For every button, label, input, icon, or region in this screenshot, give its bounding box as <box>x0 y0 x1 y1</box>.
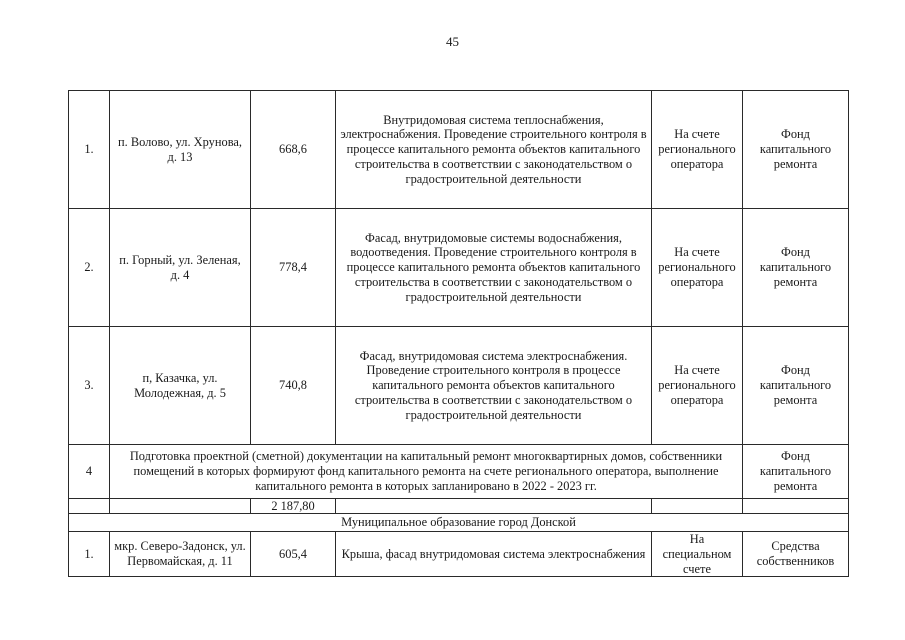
design-documentation-row <box>69 445 849 499</box>
row-number: 4 <box>69 445 110 499</box>
area-cell: 740,8 <box>251 327 336 445</box>
area-cell: 778,4 <box>251 209 336 327</box>
area-cell: 605,4 <box>251 532 336 577</box>
address-cell: п. Волово, ул. Хрунова, д. 13 <box>110 91 251 209</box>
repair-plan-table <box>68 90 849 577</box>
funding-source-cell: Средства собственников <box>743 532 849 577</box>
empty-cell <box>336 499 652 514</box>
municipality-heading: Муниципальное образование город Донской <box>69 514 849 532</box>
works-cell: Внутридомовая система теплоснабжения, электроснабжения. Проведение строительного контроля в процессе капитального ремонта объектов капитального строительства в соответствии с законодательством о градостроительной деятельности <box>336 91 652 209</box>
funding-source-cell: Фонд капитального ремонта <box>743 91 849 209</box>
table-row <box>69 91 849 209</box>
empty-cell <box>743 499 849 514</box>
total-row <box>69 499 849 514</box>
empty-cell <box>652 499 743 514</box>
account-cell: На счете регионального оператора <box>652 91 743 209</box>
funding-source-cell: Фонд капитального ремонта <box>743 327 849 445</box>
address-cell: п, Казачка, ул. Молодежная, д. 5 <box>110 327 251 445</box>
address-cell: мкр. Северо-Задонск, ул. Первомайская, д. 11 <box>110 532 251 577</box>
table-row <box>69 327 849 445</box>
row-number: 1. <box>69 532 110 577</box>
account-cell: На специальном счете <box>652 532 743 577</box>
works-cell: Крыша, фасад внутридомовая система электроснабжения <box>336 532 652 577</box>
row-number: 1. <box>69 91 110 209</box>
account-cell: На счете регионального оператора <box>652 327 743 445</box>
funding-source-cell: Фонд капитального ремонта <box>743 445 849 499</box>
empty-cell <box>69 499 110 514</box>
area-cell: 668,6 <box>251 91 336 209</box>
design-documentation-text: Подготовка проектной (сметной) документации на капитальный ремонт многоквартирных домов, собственники помещений в которых формируют фонд капитального ремонта на счете регионального оператора, выполнение капитального ремонта в которых запланировано в 2022 - 2023 гг. <box>110 445 743 499</box>
works-cell: Фасад, внутридомовая система электроснабжения. Проведение строительного контроля в процессе капитального ремонта объектов капитального строительства в соответствии с законодательством о градостроительной деятельности <box>336 327 652 445</box>
total-area: 2 187,80 <box>251 499 336 514</box>
funding-source-cell: Фонд капитального ремонта <box>743 209 849 327</box>
page-number: 45 <box>446 34 459 49</box>
account-cell: На счете регионального оператора <box>652 209 743 327</box>
table-row <box>69 209 849 327</box>
empty-cell <box>110 499 251 514</box>
row-number: 2. <box>69 209 110 327</box>
municipality-row <box>69 514 849 532</box>
row-number: 3. <box>69 327 110 445</box>
works-cell: Фасад, внутридомовые системы водоснабжения, водоотведения. Проведение строительного контроля в процессе капитального ремонта объектов капитального строительства в соответствии с законодательством о градостроительной деятельности <box>336 209 652 327</box>
table-row <box>69 532 849 577</box>
address-cell: п. Горный, ул. Зеленая, д. 4 <box>110 209 251 327</box>
